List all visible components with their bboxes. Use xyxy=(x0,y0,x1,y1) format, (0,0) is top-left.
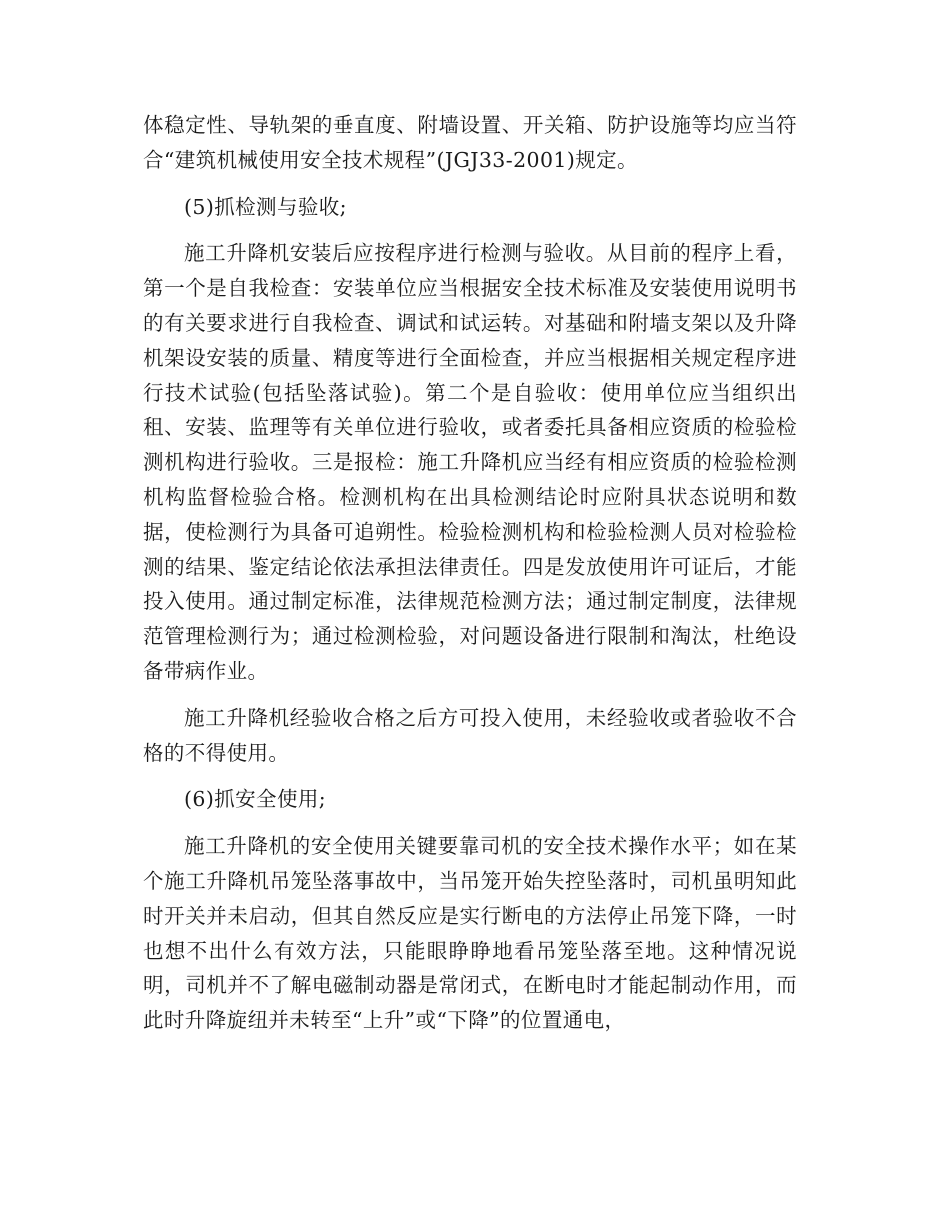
paragraph-inspection-procedure: 施工升降机安装后应按程序进行检测与验收。从目前的程序上看，第一个是自我检查：安装单位应当根据安全技术标准及安装使用说明书的有关要求进行自我检查、调试和试运转。对基础和附墙支架以及升降机架设安装的质量、精度等进行全面检查，并应当根据相关规定程序进行技术试验(包括坠落试验)。第二个是自验收：使用单位应当组织出租、安装、监理等有关单位进行验收，或者委托具备相应资质的检验检测机构进行验收。三是报检：施工升降机应当经有相应资质的检验检测机构监督检验合格。检测机构在出具检测结论时应附具状态说明和数据，使检测行为具备可追朔性。检验检测机构和检验检测人员对检验检测的结果、鉴定结论依法承担法律责任。四是发放使用许可证后，才能投入使用。通过制定标准，法律规范检测方法；通过制定制度，法律规范管理检测行为；通过检测检验，对问题设备进行限制和淘汰，杜绝设备带病作业。 xyxy=(143,241,797,683)
heading-safe-use: (6)抓安全使用; xyxy=(184,787,327,812)
paragraph-acceptance-requirement: 施工升降机经验收合格之后方可投入使用，未经验收或者验收不合格的不得使用。 xyxy=(143,705,797,765)
document-page xyxy=(143,108,797,1038)
heading-inspection-acceptance: (5)抓检测与验收; xyxy=(184,194,347,219)
paragraph-stability-regulation: 体稳定性、导轨架的垂直度、附墙设置、开关箱、防护设施等均应当符合“建筑机械使用安全技术规程”(JGJ33-2001)规定。 xyxy=(143,113,797,172)
paragraph-safe-use-operator: 施工升降机的安全使用关键要靠司机的安全技术操作水平；如在某个施工升降机吊笼坠落事故中，当吊笼开始失控坠落时，司机虽明知此时开关并未启动，但其自然反应是实行断电的方法停止吊笼下降，一时也想不出什么有效方法，只能眼睁睁地看吊笼坠落至地。这种情况说明，司机并不了解电磁制动器是常闭式，在断电时才能起制动作用，而此时升降旋纽并未转至“上升”或“下降”的位置通电， xyxy=(143,834,797,1033)
